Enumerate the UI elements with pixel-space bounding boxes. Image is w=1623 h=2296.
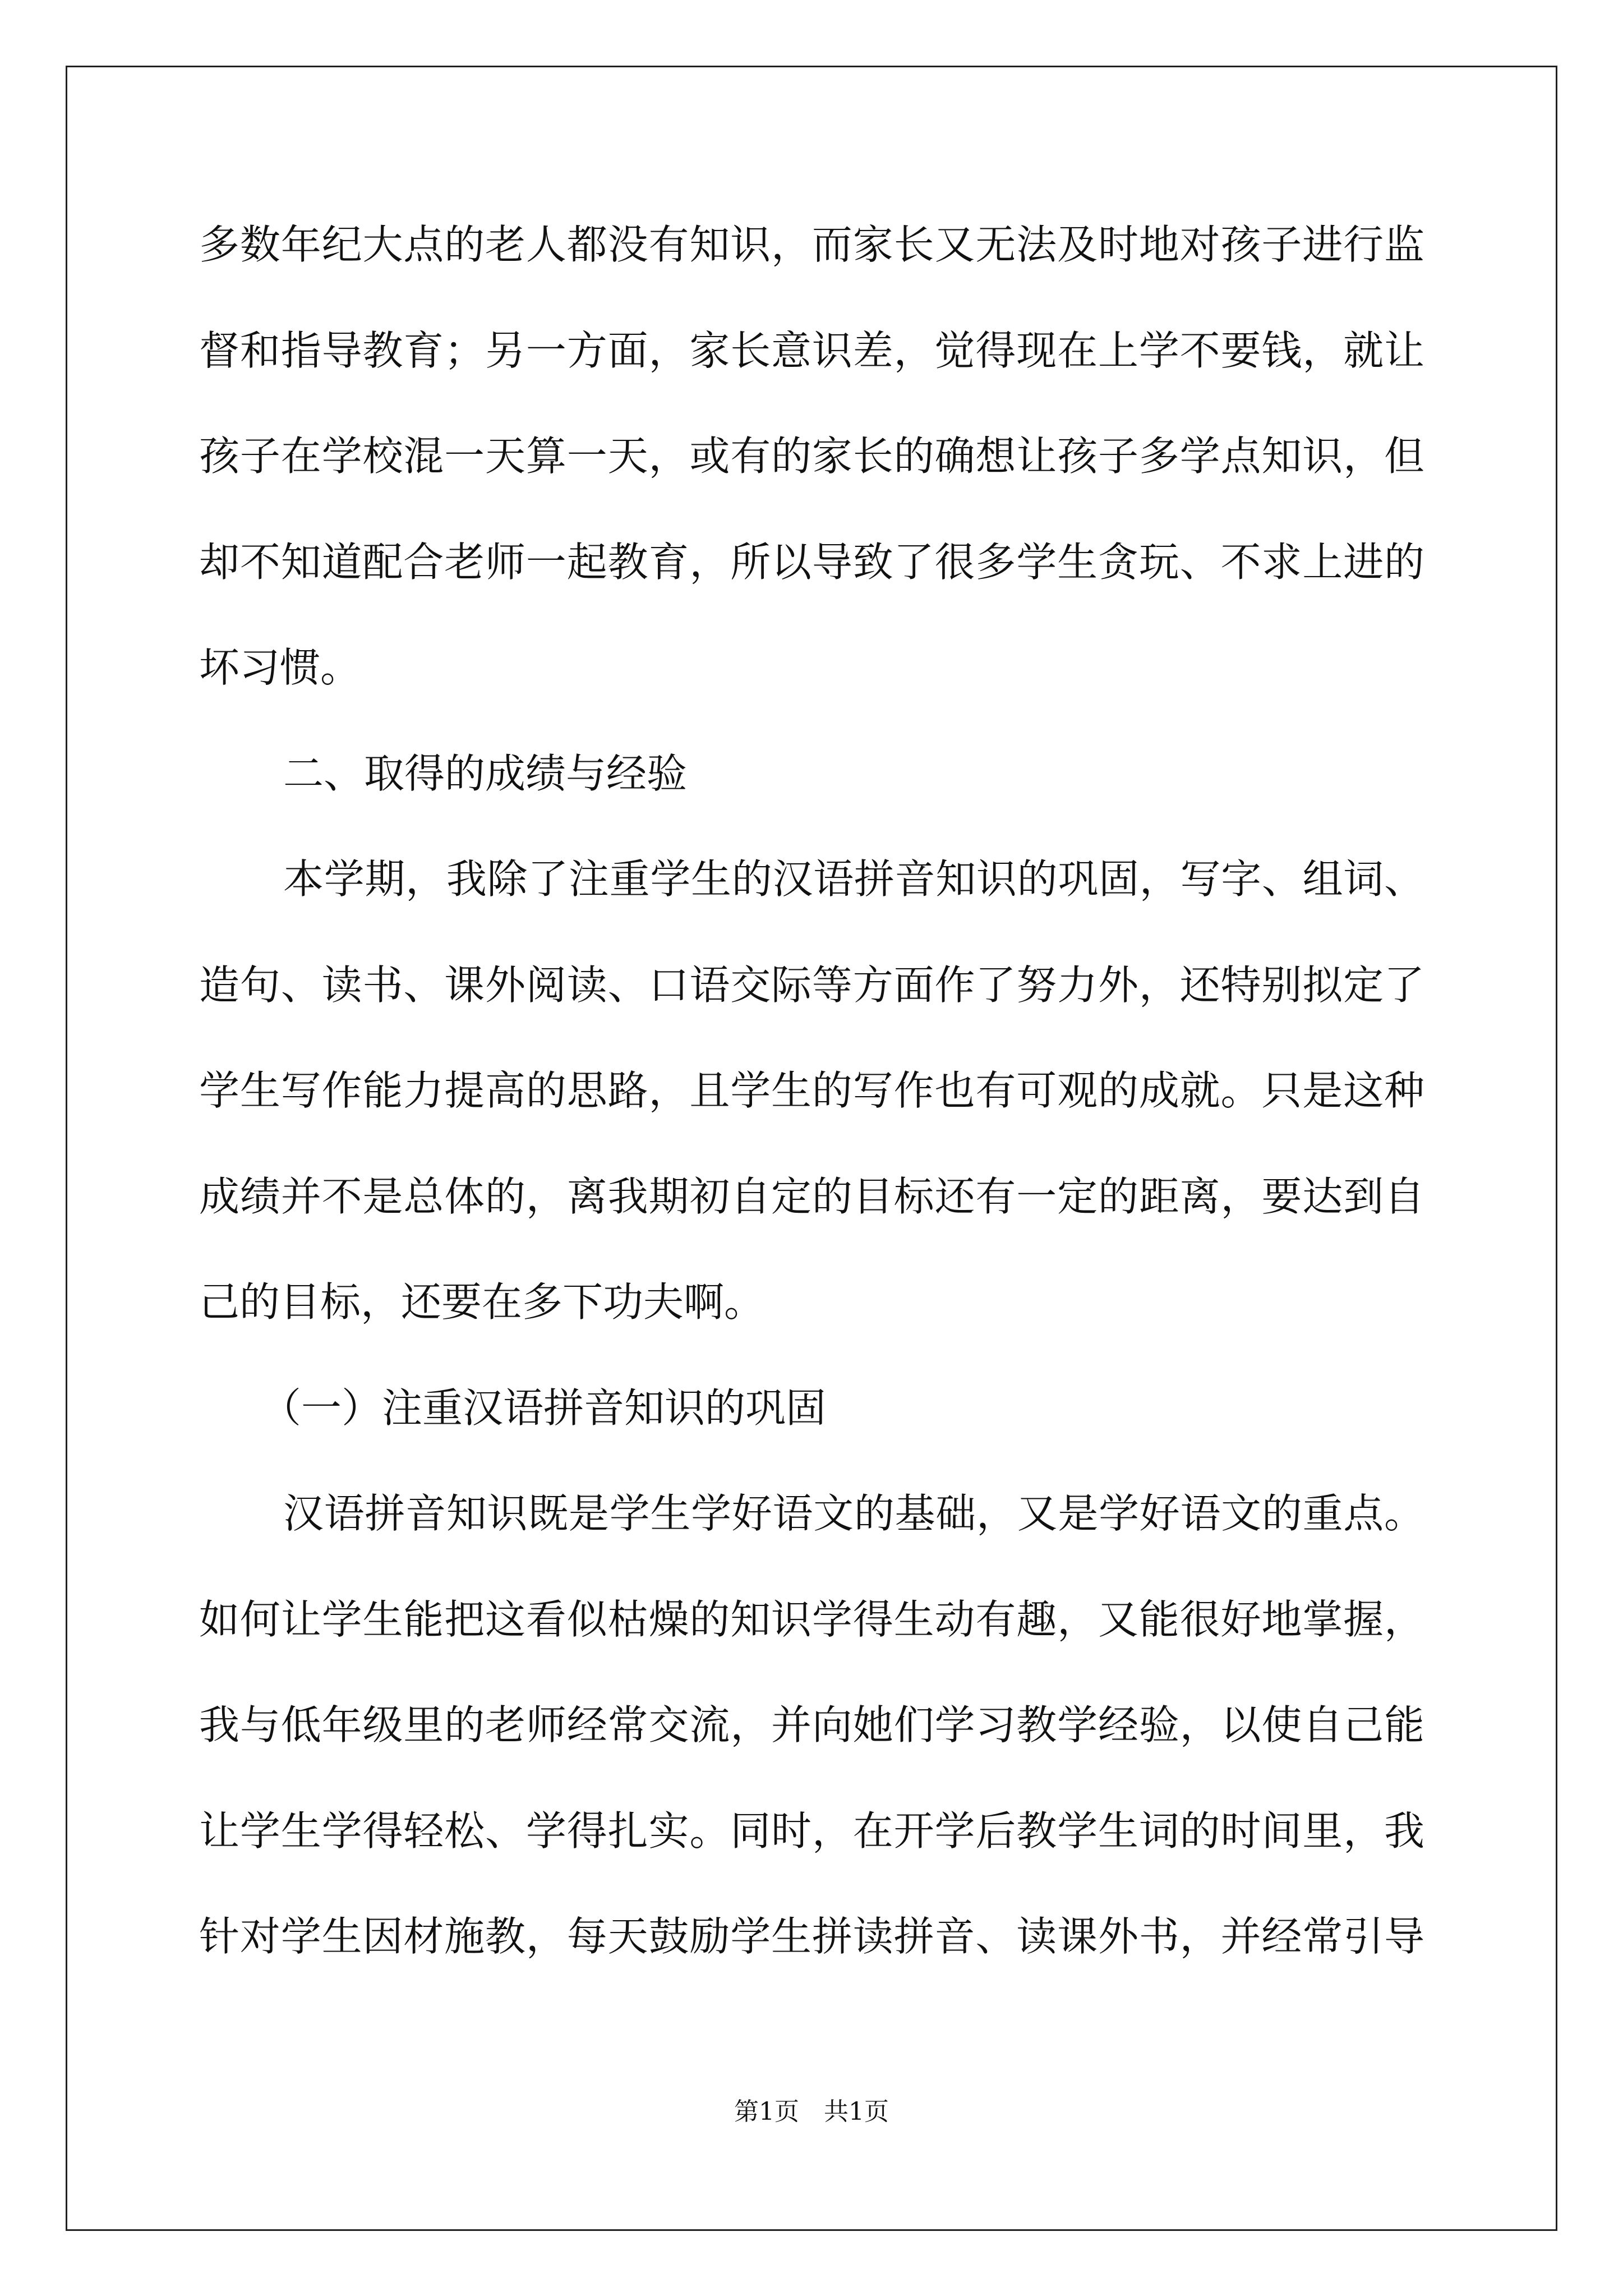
text-line: 本学期，我除了注重学生的汉语拼音知识的巩固，写字、组词、 — [283, 859, 1424, 903]
text-line: 却不知道配合老师一起教育，所以导致了很多学生贪玩、不求上进的 — [199, 541, 1424, 586]
text-line: 成绩并不是总体的，离我期初自定的目标还有一定的距离，要达到自 — [199, 1176, 1424, 1220]
document-body — [199, 224, 1424, 2022]
text-line: 多数年纪大点的老人都没有知识，而家长又无法及时地对孩子进行监 — [199, 224, 1424, 268]
text-line: 孩子在学校混一天算一天，或有的家长的确想让孩子多学点知识，但 — [199, 436, 1424, 480]
text-line: 针对学生因材施教，每天鼓励学生拼读拼音、读课外书，并经常引导 — [199, 1916, 1424, 1960]
text-line: 造句、读书、课外阅读、口语交际等方面作了努力外，还特别拟定了 — [199, 964, 1424, 1009]
text-line: 如何让学生能把这看似枯燥的知识学得生动有趣，又能很好地掌握， — [199, 1599, 1424, 1643]
section-heading: 二、取得的成绩与经验 — [283, 753, 688, 797]
text-line: 督和指导教育；另一方面，家长意识差，觉得现在上学不要钱，就让 — [199, 330, 1424, 374]
text-line: 我与低年级里的老师经常交流，并向她们学习教学经验，以使自己能 — [199, 1705, 1424, 1749]
text-line: 让学生学得轻松、学得扎实。同时，在开学后教学生词的时间里，我 — [199, 1810, 1424, 1855]
text-line: 坏习惯。 — [199, 647, 361, 691]
text-line: 汉语拼音知识既是学生学好语文的基础，又是学好语文的重点。 — [283, 1493, 1424, 1537]
text-line: 学生写作能力提高的思路，且学生的写作也有可观的成就。只是这种 — [199, 1070, 1424, 1114]
page-footer: 第1页 共1页 — [734, 2097, 889, 2126]
subsection-heading: （一）注重汉语拼音知识的巩固 — [261, 1387, 827, 1432]
text-line: 己的目标，还要在多下功夫啊。 — [199, 1282, 765, 1326]
